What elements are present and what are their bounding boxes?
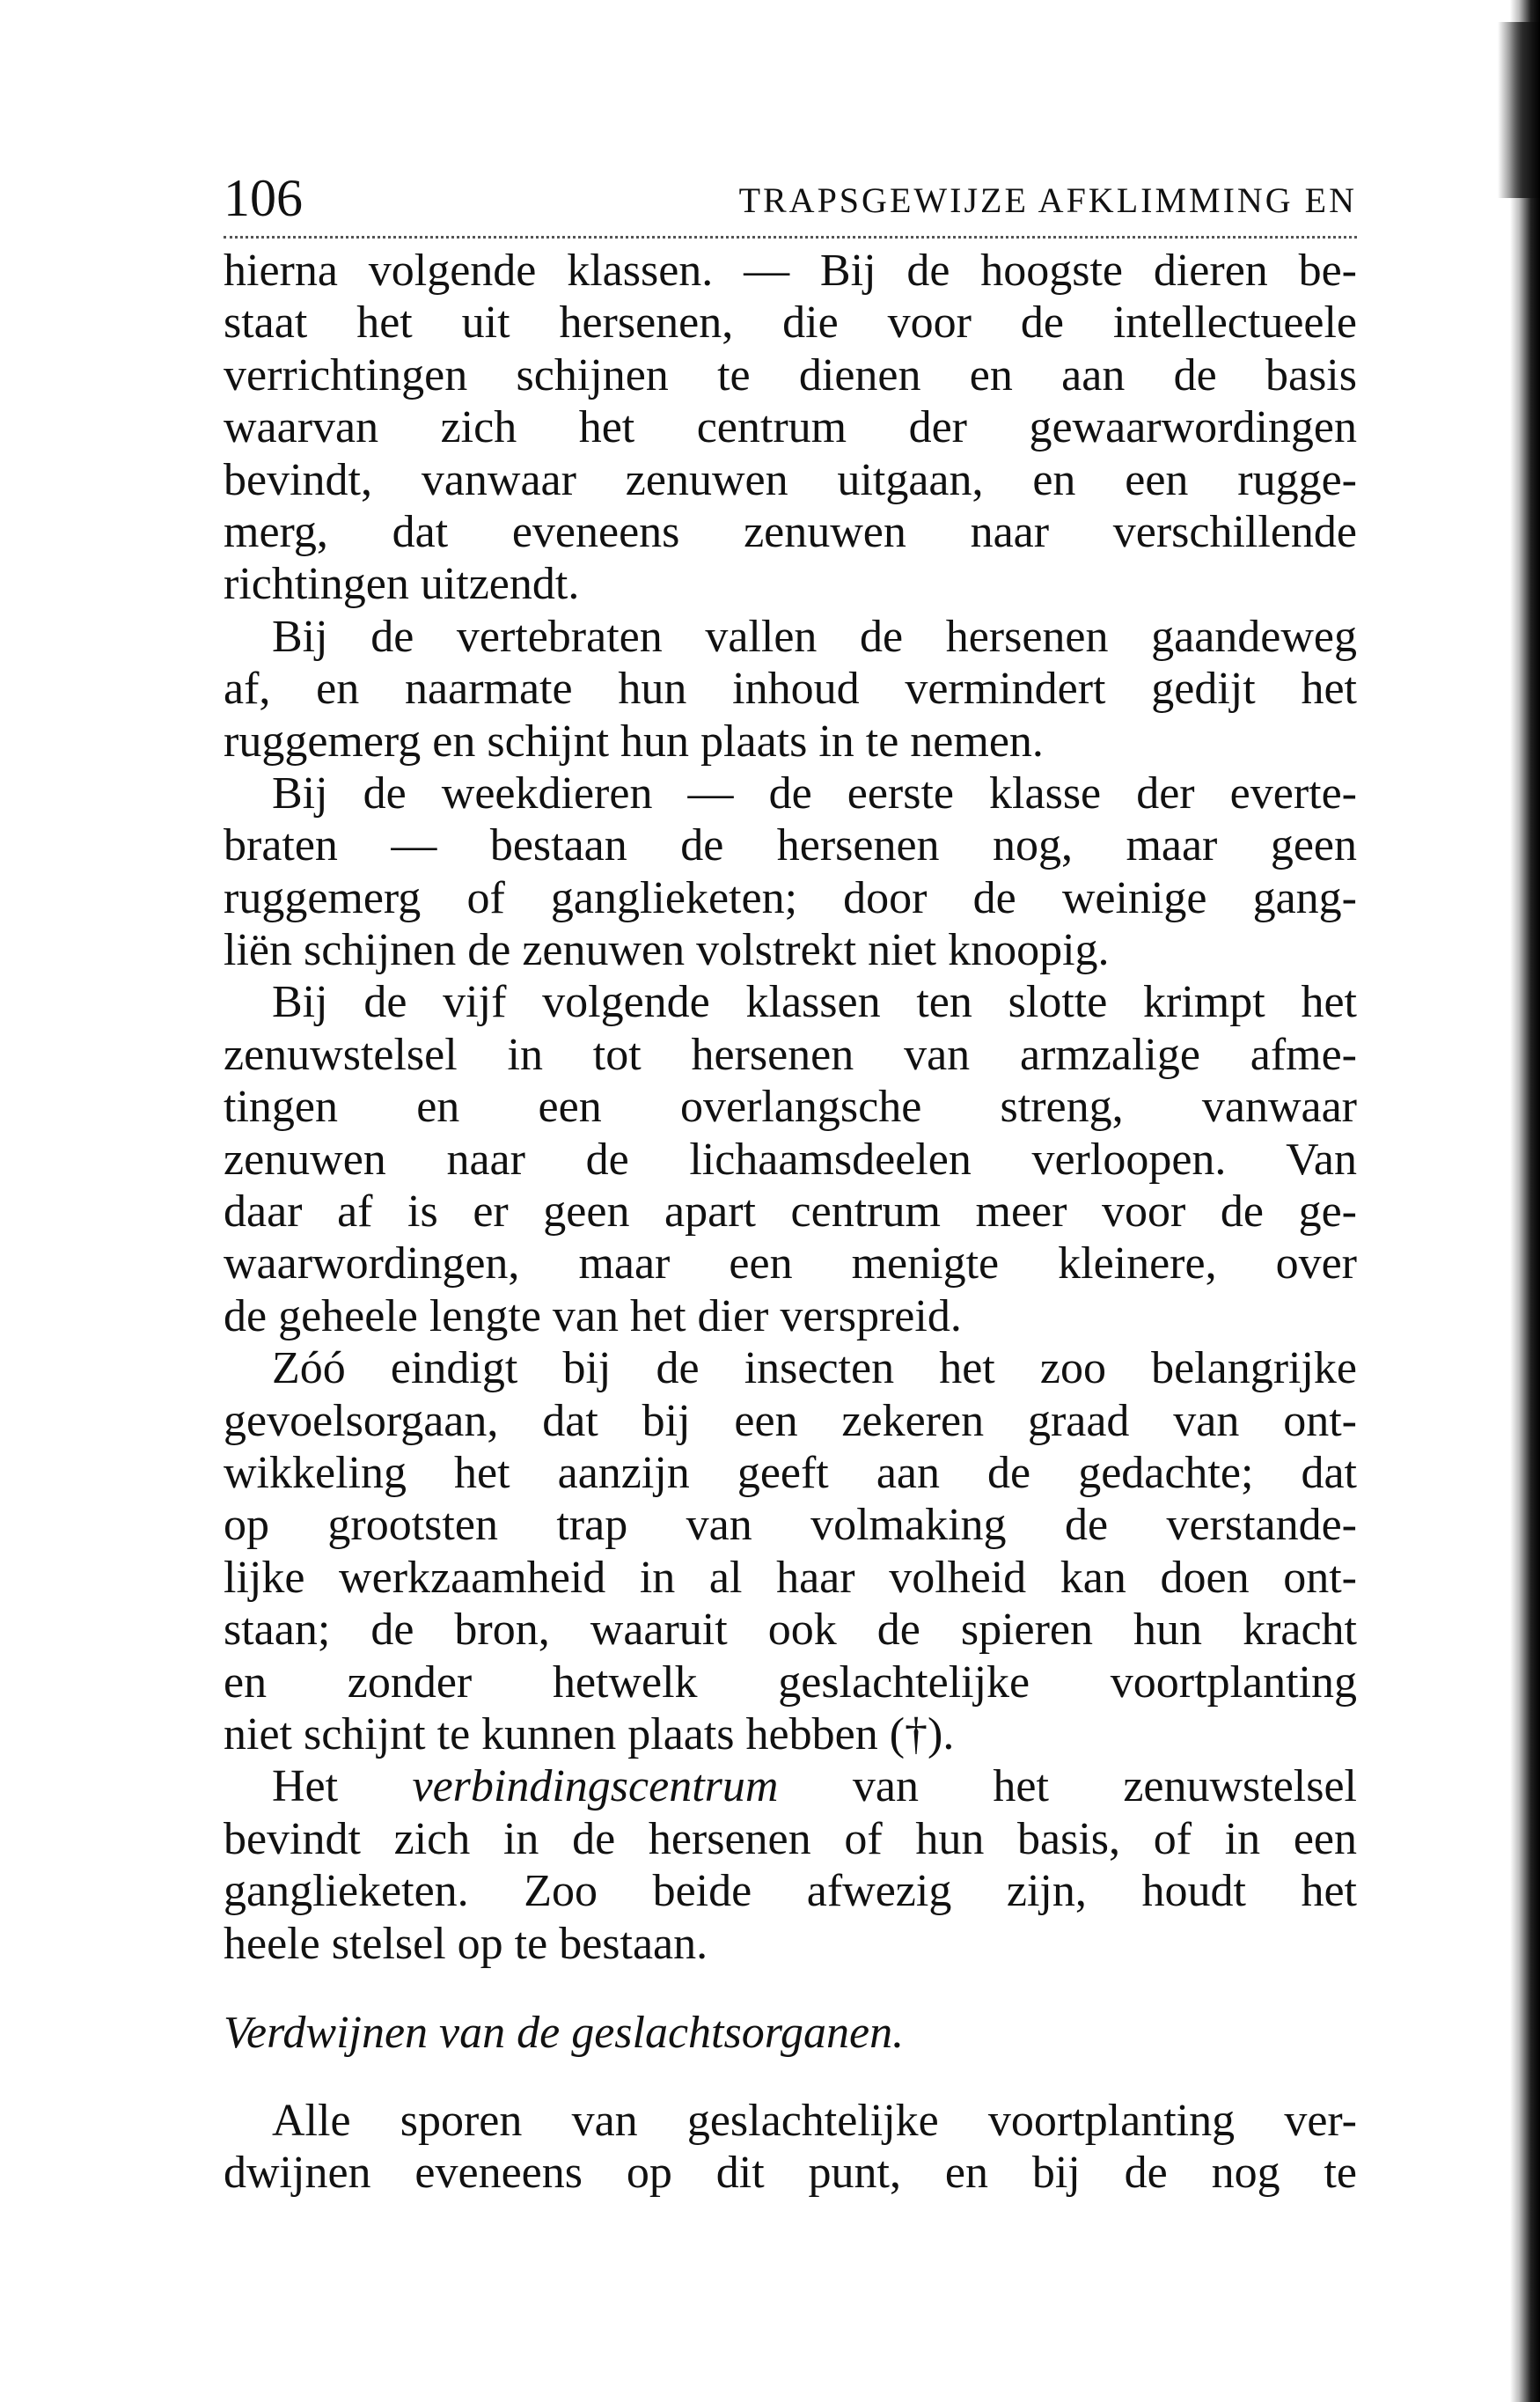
text-line: Zóó eindigt bij de insecten het zoo belangrijke	[272, 1343, 1357, 1394]
text-line: Bij de vijf volgende klassen ten slotte krimpt het	[272, 977, 1357, 1028]
scan-edge-dark-mark	[1498, 22, 1540, 198]
text-line: zenuwen naar de lichaamsdeelen verloopen. Van	[224, 1134, 1357, 1185]
running-head: TRAPSGEWIJZE AFKLIMMING EN	[738, 180, 1357, 220]
section-heading: Verdwijnen van de geslachtsorganen.	[224, 2008, 905, 2058]
text-line: niet schijnt te kunnen plaats hebben (†).	[224, 1708, 955, 1759]
text-line: liën schijnen de zenuwen volstrekt niet knoopig.	[224, 925, 1110, 976]
text-line: staan; de bron, waaruit ook de spieren hun kracht	[224, 1605, 1357, 1656]
text-line: zenuwstelsel in tot hersenen van armzalige afme-	[224, 1029, 1357, 1080]
text-line: op grootsten trap van volmaking de verstande-	[224, 1500, 1357, 1551]
section-text	[224, 2095, 1357, 2200]
text-line: wikkeling het aanzijn geeft aan de gedachte; dat	[224, 1447, 1357, 1498]
text-line: daar af is er geen apart centrum meer voor de ge-	[224, 1186, 1357, 1238]
text-line: bevindt, vanwaar zenuwen uitgaan, en een rugge-	[224, 454, 1357, 505]
text-line: braten — bestaan de hersenen nog, maar geen	[224, 820, 1357, 871]
page-header	[224, 167, 1357, 229]
text-line: af, en naarmate hun inhoud vermindert gedijt het	[224, 664, 1357, 715]
text-line: hierna volgende klassen. — Bij de hoogste dieren be-	[224, 246, 1357, 296]
text-line: gevoelsorgaan, dat bij een zekeren graad van ont-	[224, 1395, 1357, 1446]
text-line: waarwordingen, maar een menigte kleinere, over	[224, 1238, 1357, 1289]
text-line: heele stelsel op te bestaan.	[224, 1918, 708, 1969]
text-line-with-emphasis	[224, 1760, 1357, 1812]
text-line: ruggemerg en schijnt hun plaats in te nemen.	[224, 716, 1044, 767]
text-fragment: van het zenuwstelsel	[852, 1761, 1358, 1812]
text-line: tingen en een overlangsche streng, vanwaar	[224, 1082, 1357, 1133]
text-line: de geheele lengte van het dier verspreid.	[224, 1290, 962, 1341]
text-line: en zonder hetwelk geslachtelijke voortplanting	[224, 1656, 1357, 1708]
page-number: 106	[224, 169, 303, 227]
text-line: merg, dat eveneens zenuwen naar verschillende	[224, 506, 1357, 557]
text-line: richtingen uitzendt.	[224, 559, 580, 610]
text-line: ruggemerg of ganglieketen; door de weinige gang-	[224, 872, 1357, 923]
scan-edge-shadow	[1510, 0, 1540, 2402]
emphasized-term: verbindingscentrum	[412, 1761, 779, 1812]
body-text	[224, 245, 1357, 1970]
text-line: lijke werkzaamheid in al haar volheid kan doen ont-	[224, 1552, 1357, 1603]
text-line: dwijnen eveneens op dit punt, en bij de nog te	[224, 2148, 1357, 2199]
text-line: Bij de vertebraten vallen de hersenen gaandeweg	[272, 611, 1357, 662]
text-line: verrichtingen schijnen te dienen en aan de basis	[224, 349, 1357, 400]
text-line: ganglieketen. Zoo beide afwezig zijn, houdt het	[224, 1866, 1357, 1917]
text-line: Bij de weekdieren — de eerste klasse der everte-	[272, 768, 1357, 819]
text-line: staat het uit hersenen, die voor de intellectueele	[224, 297, 1357, 349]
text-line: waarvan zich het centrum der gewaarwordingen	[224, 402, 1357, 453]
text-line: Alle sporen van geslachtelijke voortplanting ver-	[272, 2096, 1357, 2146]
text-line: bevindt zich in de hersenen of hun basis, of in een	[224, 1813, 1357, 1864]
text-fragment: Het	[272, 1761, 339, 1812]
header-rule	[224, 236, 1357, 239]
